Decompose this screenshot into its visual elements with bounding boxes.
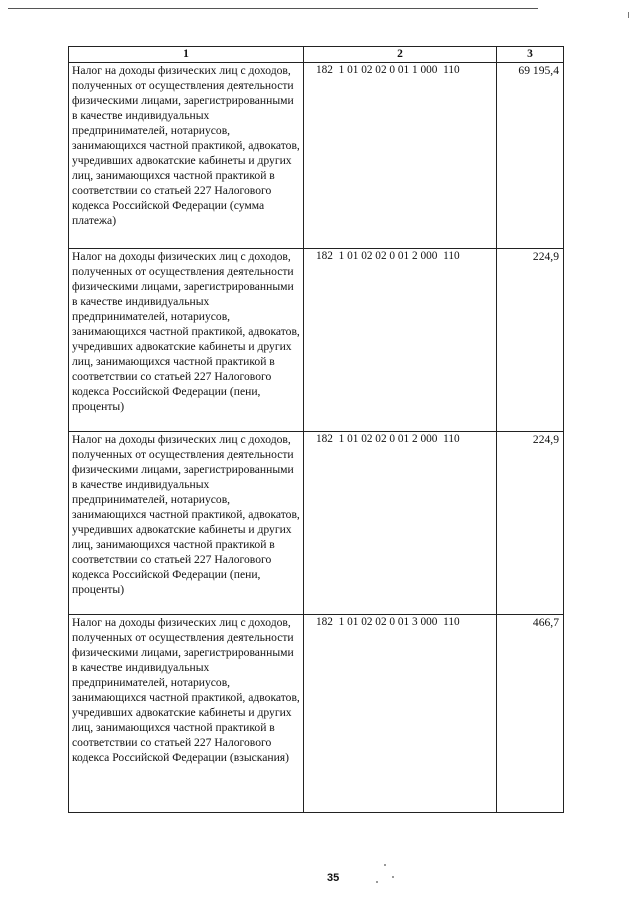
amount-value: 224,9 [497,432,564,615]
amount-value: 466,7 [497,615,564,813]
table-row [69,615,564,813]
budget-classification-code: 182 1 01 02 02 0 01 3 000 110 [304,615,497,813]
table-row [69,432,564,615]
column-header-3: 3 [497,47,564,63]
page-number: 35 [327,872,340,884]
budget-table [68,46,564,813]
tax-description: Налог на доходы физических лиц с доходов, полученных от осуществления деятельности физическими лицами, зарегистрированными в качестве индивидуальных предпринимателей, нотариусов, занимающихся частной практикой, адвокатов, учредивших адвокатские кабинеты и других лиц, занимающихся частной практикой в соответствии со статьей 227 Налогового кодекса Российской Федерации (сумма платежа) [69,63,304,249]
header-row [69,47,564,63]
column-header-2: 2 [304,47,497,63]
tax-description: Налог на доходы физических лиц с доходов, полученных от осуществления деятельности физическими лицами, зарегистрированными в качестве индивидуальных предпринимателей, нотариусов, занимающихся частной практикой, адвокатов, учредивших адвокатские кабинеты и других лиц, занимающихся частной практикой в соответствии со статьей 227 Налогового кодекса Российской Федерации (пени, проценты) [69,249,304,432]
table-row [69,249,564,432]
amount-value: 69 195,4 [497,63,564,249]
budget-classification-code: 182 1 01 02 02 0 01 1 000 110 [304,63,497,249]
column-header-1: 1 [69,47,304,63]
margin-mark [628,12,629,18]
table-row [69,63,564,249]
budget-classification-code: 182 1 01 02 02 0 01 2 000 110 [304,249,497,432]
budget-classification-code: 182 1 01 02 02 0 01 2 000 110 [304,432,497,615]
top-rule [8,8,538,9]
tax-description: Налог на доходы физических лиц с доходов, полученных от осуществления деятельности физическими лицами, зарегистрированными в качестве индивидуальных предпринимателей, нотариусов, занимающихся частной практикой, адвокатов, учредивших адвокатские кабинеты и других лиц, занимающихся частной практикой в соответствии со статьей 227 Налогового кодекса Российской Федерации (взыскания) [69,615,304,813]
scan-speck [392,876,394,878]
amount-value: 224,9 [497,249,564,432]
scan-speck [384,864,386,866]
scan-speck [376,881,378,883]
tax-description: Налог на доходы физических лиц с доходов, полученных от осуществления деятельности физическими лицами, зарегистрированными в качестве индивидуальных предпринимателей, нотариусов, занимающихся частной практикой, адвокатов, учредивших адвокатские кабинеты и других лиц, занимающихся частной практикой в соответствии со статьей 227 Налогового кодекса Российской Федерации (пени, проценты) [69,432,304,615]
